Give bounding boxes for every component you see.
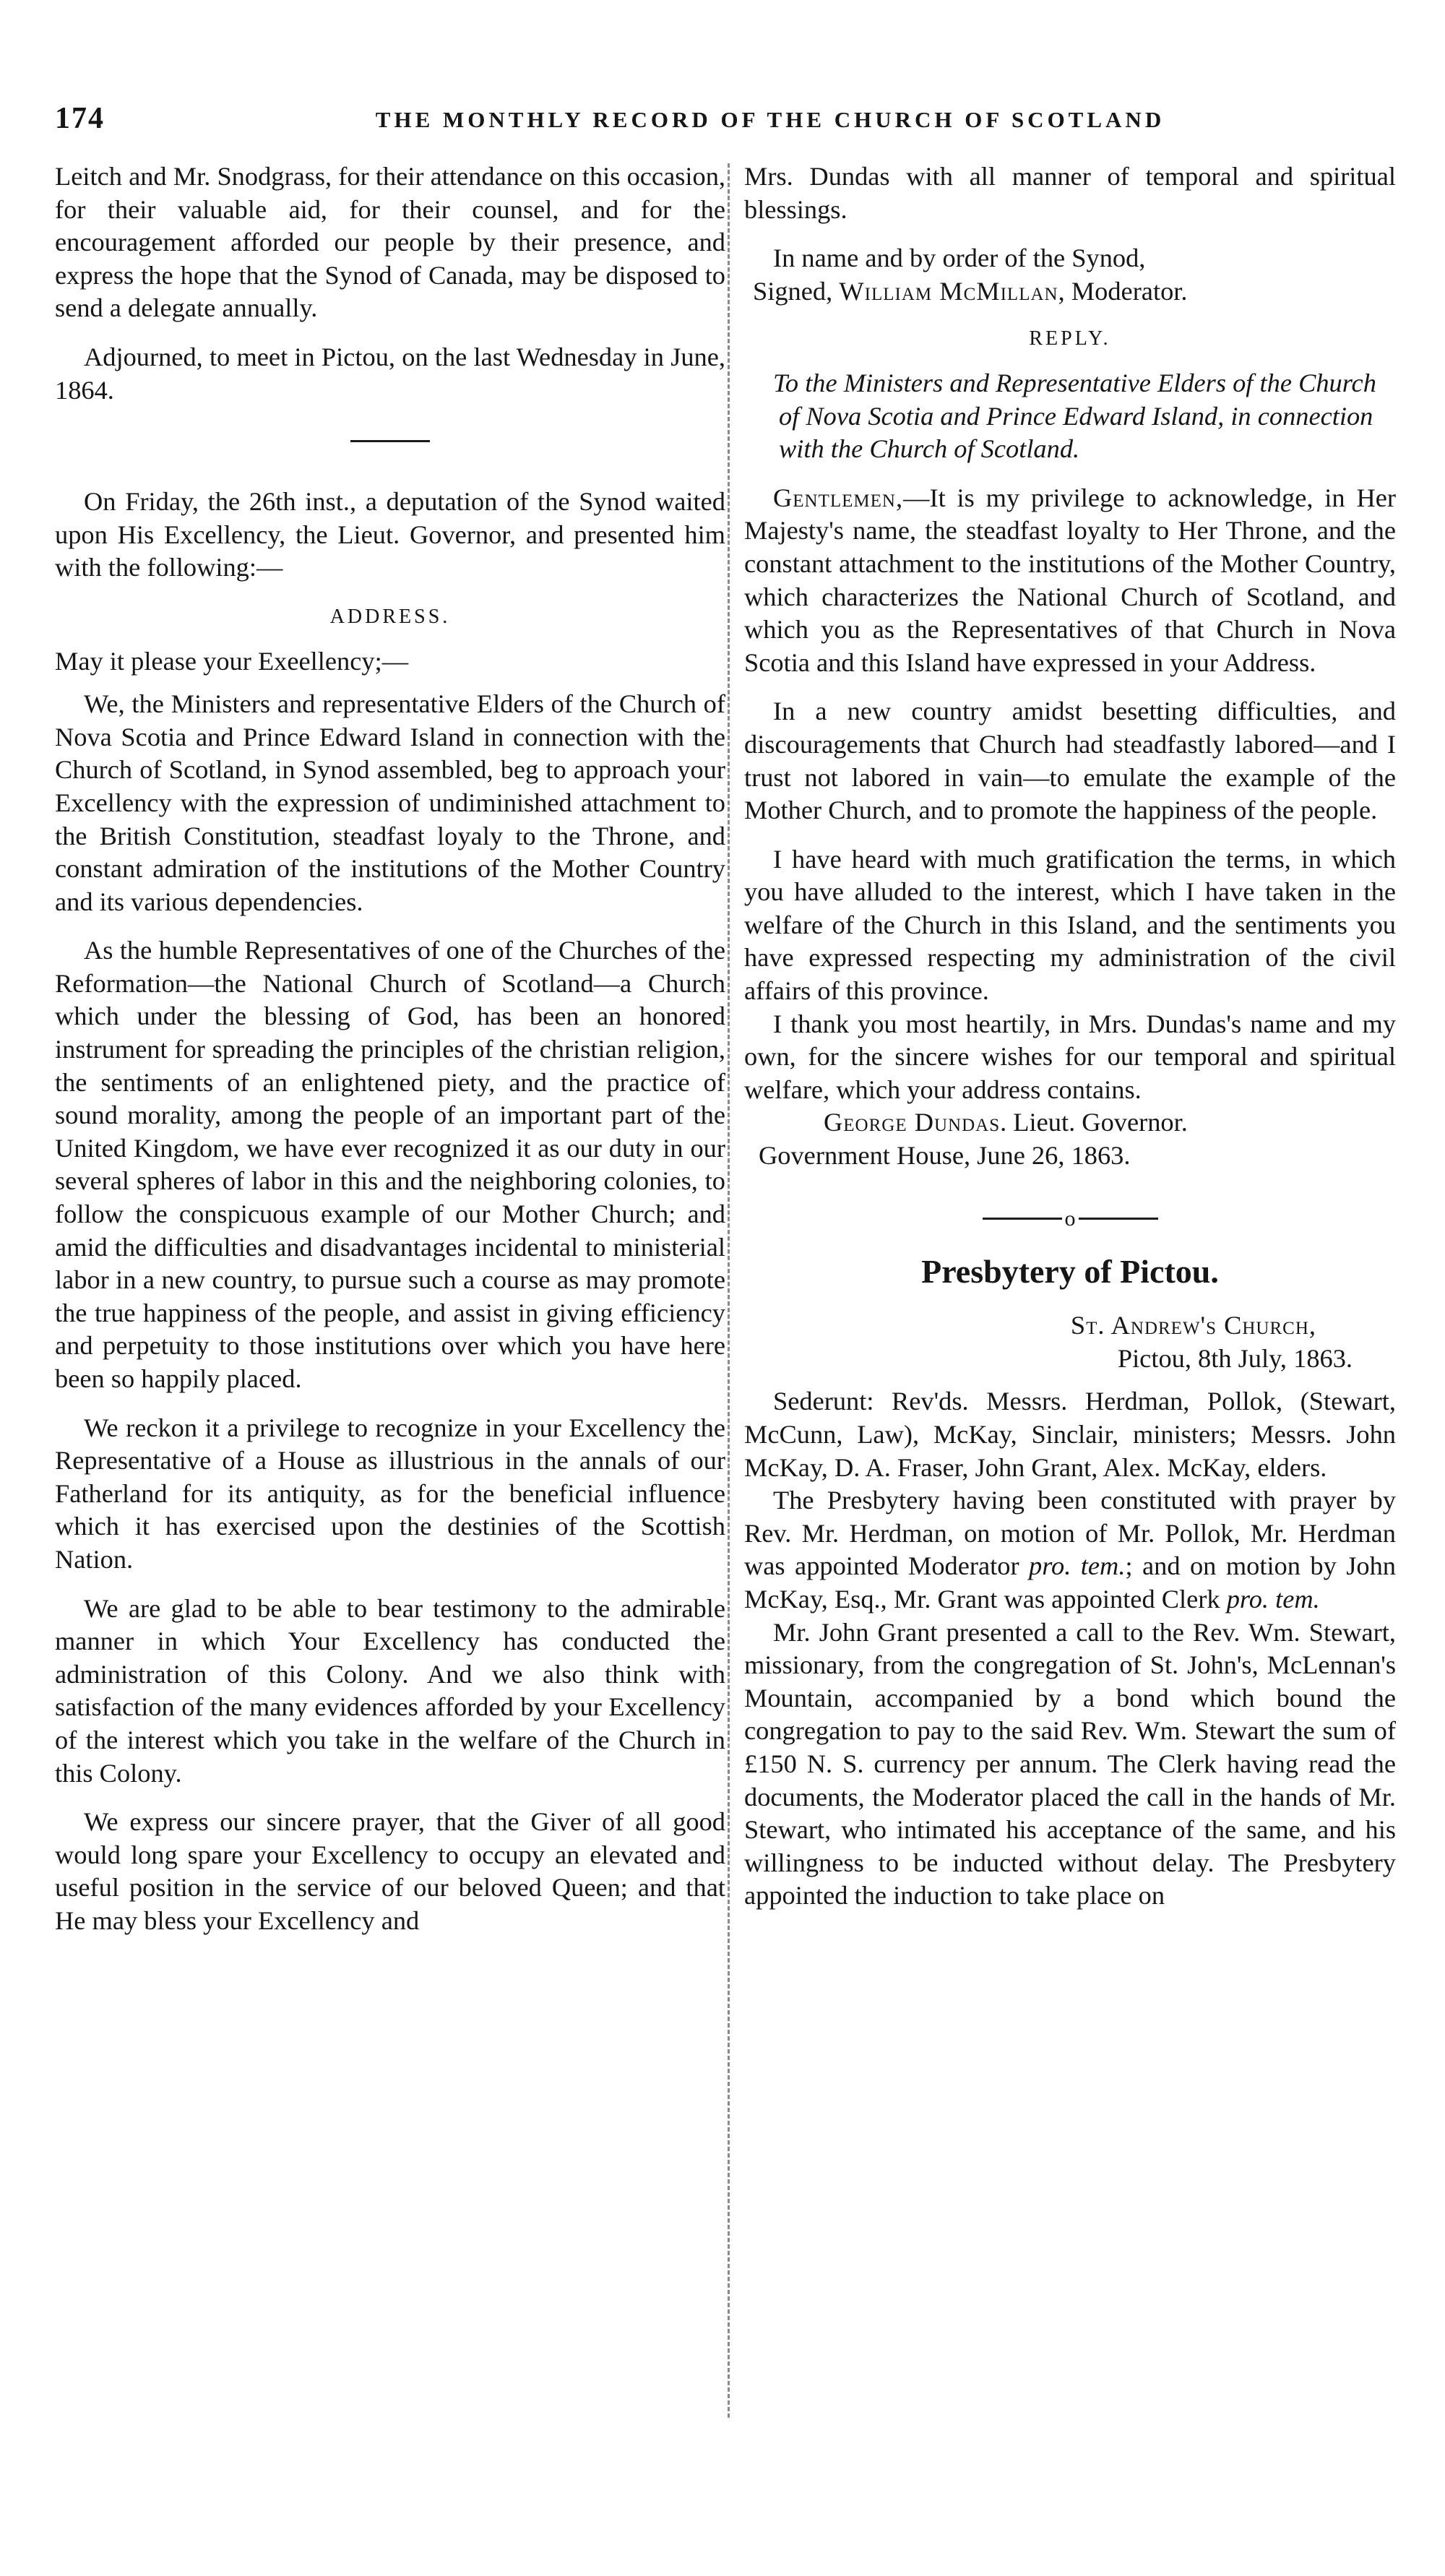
ornament-rule	[744, 1206, 1396, 1231]
governor-name: George Dundas	[824, 1108, 1001, 1137]
salutation: May it please your Exeellency;—	[55, 646, 409, 676]
paragraph: We, the Ministers and representative Elders of the Church of Nova Scotia and Prince Edward Island in connection with the Church of Scotland, in Synod assembled, beg to approach your Excellency with the expression of undiminished attachment to the British Constitution, steadfast loyaly to the Throne, and constant admiration of the institutions of the Mother Country and its various dependencies.	[55, 689, 725, 916]
signoff-text: In name and by order of the Synod,	[773, 244, 1146, 273]
place-date: Government House, June 26, 1863.	[759, 1141, 1131, 1171]
address-heading: ADDRESS.	[329, 605, 451, 628]
moderator-title: , Moderator.	[1058, 276, 1188, 306]
paragraph: I thank you most heartily, in Mrs. Dundas's name and my own, for the sincere wishes for our temporal and spiritual welfare, which your address contains.	[744, 1009, 1396, 1104]
paragraph: On Friday, the 26th inst., a deputation of the Synod waited upon His Excellency, the Lieut. Governor, and presented him with the following:—	[55, 487, 725, 582]
running-head	[55, 101, 1390, 145]
section-rule	[350, 440, 430, 442]
paragraph	[744, 1484, 1396, 1616]
section-title: Presbytery of Pictou.	[921, 1252, 1219, 1290]
reply-heading: REPLY.	[1029, 327, 1111, 350]
paragraph: Mr. John Grant presented a call to the Rev. Wm. Stewart, missionary, from the congregation of St. John's, McLennan's Mountain, accompanied by a bond which bound the congregation to pay to the said Rev. Wm. Stewart the sum of £150 N. S. currency per annum. The Clerk having read the documents, the Moderator placed the call in the hands of Mr. Stewart, who intimated his acceptance of the same, and his willingness to be inducted without delay. The Presbytery appointed the induction to take place on	[744, 1617, 1396, 1911]
paragraph-text: The Presbytery having been constituted with prayer by Rev. Mr. Herdman, on motion of Mr. Pollok, Mr. Herdman was appointed Moderator	[744, 1486, 1396, 1581]
paragraph	[744, 482, 1396, 680]
page-number: 174	[55, 102, 105, 135]
salutation: Gentlemen,	[773, 483, 904, 512]
journal-title: THE MONTHLY RECORD OF THE CHURCH OF SCOTLAND	[375, 107, 1165, 132]
left-column	[55, 160, 725, 1954]
governor-signature	[744, 1106, 1396, 1140]
ornament-glyph: o	[1064, 1206, 1076, 1231]
paragraph: Adjourned, to meet in Pictou, on the last Wednesday in June, 1864.	[55, 342, 725, 405]
church-date: Pictou, 8th July, 1863.	[1117, 1343, 1353, 1373]
church-name: St. Andrew's Church,	[1070, 1311, 1316, 1340]
moderator-name: William McMillan	[839, 276, 1058, 306]
paragraph: Leitch and Mr. Snodgrass, for their attendance on this occasion, for their valuable aid, for their counsel, and for the encouragement afforded our people by their presence, and express the hope that the Synod of Canada, may be disposed to send a delegate annually.	[55, 162, 725, 323]
paragraph: In a new country amidst besetting difficulties, and discouragements that Church had steadfastly labored—and I trust not labored in vain—to emulate the example of the Mother Church, and to promote the happiness of the people.	[744, 697, 1396, 825]
signoff-line	[744, 242, 1396, 275]
paragraph: Sederunt: Rev'ds. Messrs. Herdman, Pollok, (Stewart, McCunn, Law), McKay, Sinclair, ministers; Messrs. John McKay, D. A. Fraser, John Grant, Alex. McKay, elders.	[744, 1387, 1396, 1482]
rule-line	[1079, 1218, 1158, 1220]
paragraph: I have heard with much gratification the terms, in which you have alluded to the interest, which I have taken in the welfare of the Church in this Island, and the sentiments you have expressed respecting my administration of the civil affairs of this province.	[744, 844, 1396, 1006]
reply-addressee	[744, 367, 1396, 466]
right-column	[744, 160, 1396, 1929]
paragraph: We express our sincere prayer, that the Giver of all good would long spare your Excellency to occupy an elevated and useful position in the service of our beloved Queen; and that He may bless your Excellency and	[55, 1807, 725, 1935]
signed-label: Signed,	[753, 276, 833, 306]
governor-title: . Lieut. Governor.	[1000, 1108, 1188, 1137]
latin-phrase: pro. tem.	[1226, 1584, 1320, 1614]
column-divider	[728, 163, 730, 2418]
paragraph: We reckon it a privilege to recognize in your Excellency the Representative of a House as illustrious in the annals of our Fatherland for its antiquity, as for the beneficial influence which it has exercised upon the destinies of the Scottish Nation.	[55, 1413, 725, 1574]
paragraph-text: ; and on motion by John McKay, Esq., Mr. Grant was appointed Clerk	[744, 1551, 1396, 1614]
rule-line	[983, 1218, 1062, 1220]
addressee-line: the Church of Nova Scotia and Prince Edward Island, in connection with the Church of Scotland.	[779, 368, 1376, 464]
paragraph: We are glad to be able to bear testimony to the admirable manner in which Your Excellency has conducted the administration of this Colony. And we also think with satisfaction of the many evidences afforded by your Excellency of the interest which you take in the welfare of the Church in this Colony.	[55, 1593, 725, 1788]
latin-phrase: pro. tem.	[1029, 1551, 1126, 1581]
paragraph: As the humble Representatives of one of the Churches of the Reformation—the National Church of Scotland—a Church which under the blessing of God, has been an honored instrument for spreading the principles of the christian religion, the sentiments of an enlightened piety, and the practice of sound morality, among the people of an important part of the United Kingdom, we have ever recognized it as our duty in our several spheres of labor in this and the neighboring colonies, to follow the conspicuous example of our Mother Church; and amid the difficulties and disadvantages incidental to ministerial labor in a new country, to pursue such a course as may promote the true happiness of the people, and assist in giving efficiency and perpetuity to those institutions over which you have here been so happily placed.	[55, 936, 725, 1393]
paragraph-text: —It is my privilege to acknowledge, in Her Majesty's name, the steadfast loyalty to Her Throne, and the constant attachment to the institutions of the Mother Country, which characterizes the National Church of Scotland, and which you as the Representatives of that Church in Nova Scotia and this Island have expressed in your Address.	[744, 483, 1396, 677]
moderator-signature	[744, 275, 1396, 309]
addressee-line: To the Ministers and Representative Elders of	[773, 368, 1254, 397]
paragraph: Mrs. Dundas with all manner of temporal and spiritual blessings.	[744, 162, 1396, 224]
